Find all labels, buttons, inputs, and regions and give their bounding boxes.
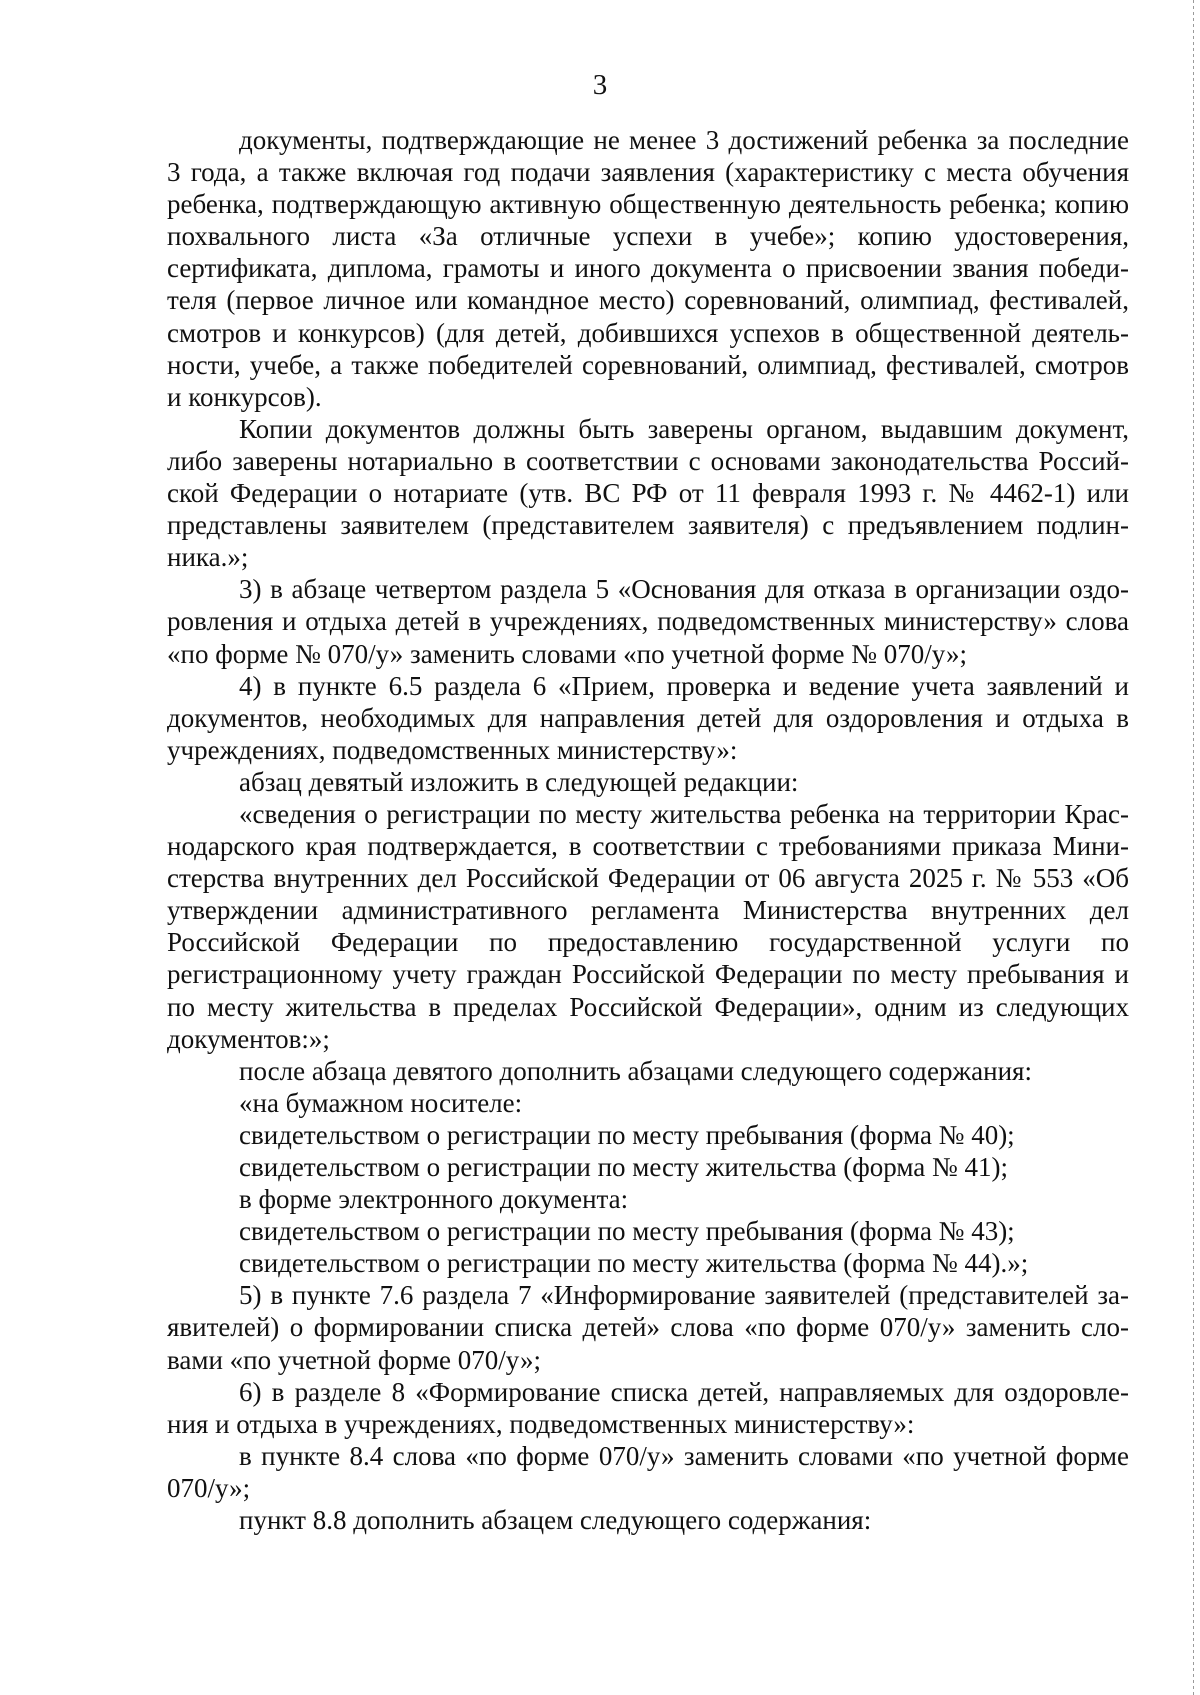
list-item-form-41: свидетельством о регистрации по месту жительства (форма № 41); xyxy=(239,1152,1009,1182)
paragraph-registration-info: «сведения о регистрации по месту жительства ребенка на территории Краснодарского края подтверждается, в соответствии с требованиями приказа Министерства внутренних дел Российской Федерации от 06 августа 2025 г. № 553 «Об утверждении административного регламента Министерства внутренних дел Российской Федерации по предоставлению государственной услуги по регистрационному учету граждан Российской Федерации по месту пребывания и по месту жительства в пределах Российской Федерации», одним из следующих документов:»; xyxy=(167,798,1129,1054)
paragraph-item-8-8: пункт 8.8 дополнить абзацем следующего содержания: xyxy=(239,1505,872,1536)
paragraph-item-5: 5) в пункте 7.6 раздела 7 «Информирование заявителей (представителей заявителей) о формировании списка детей» слова «по форме 070/у» заменить словами «по учетной форме 070/у»; xyxy=(167,1280,1129,1375)
paragraph-documents-list: документы, подтверждающие не менее 3 достижений ребенка за последние 3 года, а также включая год подачи заявления (характеристику с места обучения ребенка, подтверждающую активную общественную деятельность ребенка; копию похвального листа «За отличные успехи в учебе»; копию удостоверения, сертификата, диплома, грамоты и иного документа о присвоении звания победителя (первое личное или командное место) соревнований, олимпиад, фестивалей, смотров и конкурсов) (для детей, добившихся успехов в общественной деятельности, учебе, а также победителей соревнований, олимпиад, фестивалей, смотров и конкурсов). xyxy=(167,125,1129,412)
document-body xyxy=(167,124,1129,1536)
list-item-form-44: свидетельством о регистрации по месту жительства (форма № 44).»; xyxy=(239,1248,1029,1279)
list-item-electronic: в форме электронного документа: xyxy=(239,1184,629,1215)
list-item-form-43: свидетельством о регистрации по месту пребывания (форма № 43); xyxy=(239,1216,1015,1247)
paragraph-ninth-abzac: абзац девятый изложить в следующей редакции: xyxy=(239,766,799,797)
paragraph-item-8-4: в пункте 8.4 слова «по форме 070/у» заменить словами «по учетной форме 070/у»; xyxy=(167,1440,1129,1503)
page-number: 3 xyxy=(592,69,608,101)
list-item-paper: «на бумажном носителе: xyxy=(239,1087,523,1118)
paragraph-copies-certification: Копии документов должны быть заверены органом, выдавшим документ, либо заверены нотариально в соответствии с основами законодательства Российской Федерации о нотариате (утв. ВС РФ от 11 февраля 1993 г. № 4462-1) или представлены заявителем (представителем заявителя) с предъявлением подлинника.»; xyxy=(167,413,1129,573)
paragraph-item-4: 4) в пункте 6.5 раздела 6 «Прием, проверка и ведение учета заявлений и документов, необходимых для направления детей для оздоровления и отдыха в учреждениях, подведомственных министерству»: xyxy=(167,670,1129,765)
list-item-form-40: свидетельством о регистрации по месту пребывания (форма № 40); xyxy=(239,1119,1015,1150)
paragraph-item-3: 3) в абзаце четвертом раздела 5 «Основания для отказа в организации оздоровления и отдыха детей в учреждениях, подведомственных министерству» слова «по форме № 070/у» заменить словами «по учетной форме № 070/у»; xyxy=(167,574,1129,669)
paragraph-after-ninth: после абзаца девятого дополнить абзацами следующего содержания: xyxy=(239,1055,1032,1086)
paragraph-item-6: 6) в разделе 8 «Формирование списка детей, направляемых для оздоровления и отдыха в учреждениях, подведомственных министерству»: xyxy=(167,1376,1129,1439)
page-edge-mark xyxy=(1193,0,1194,1695)
